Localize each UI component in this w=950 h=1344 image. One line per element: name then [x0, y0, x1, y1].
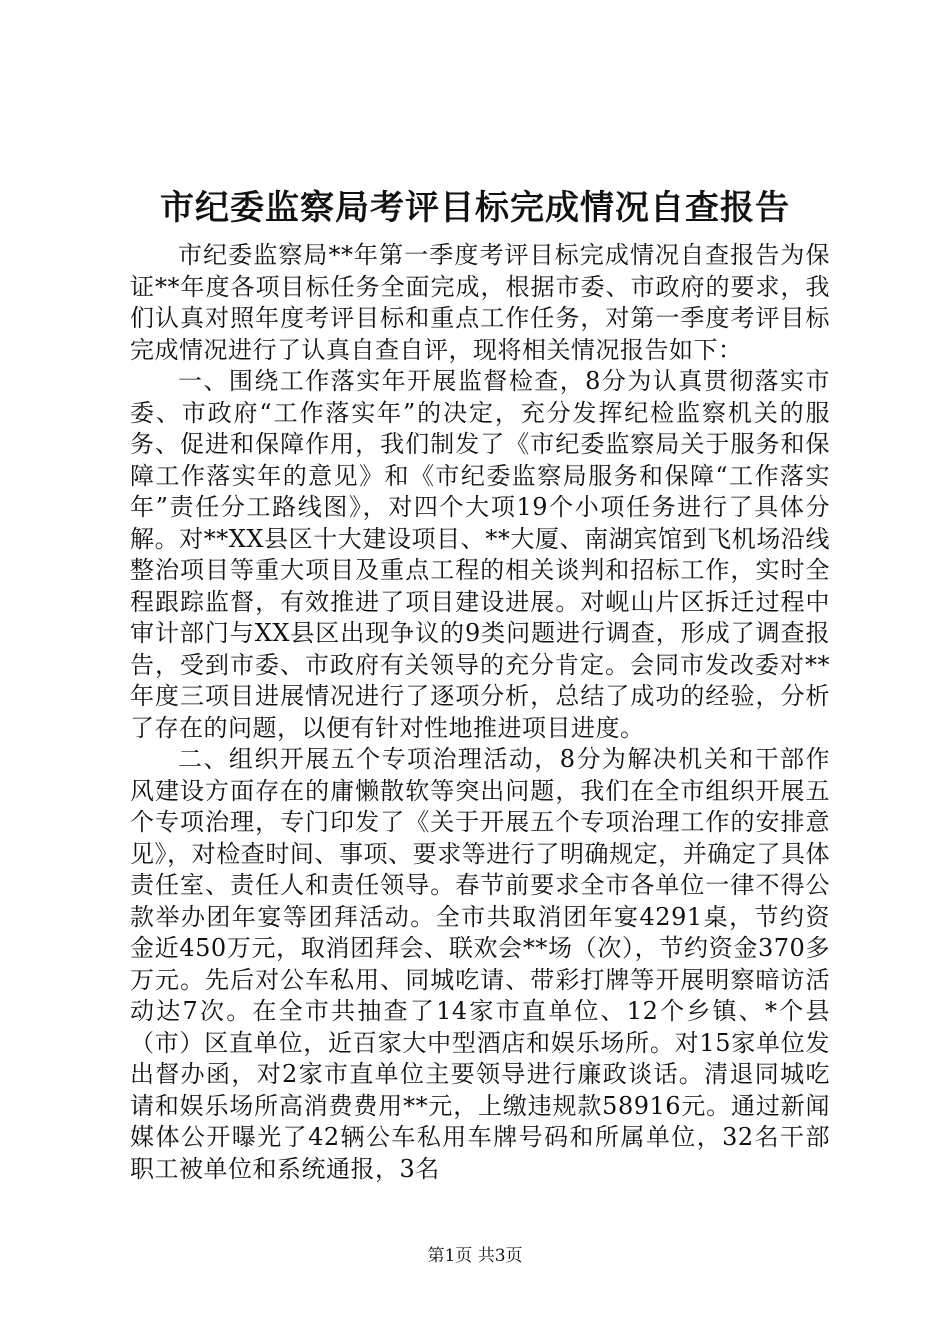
- document-title: 市纪委监察局考评目标完成情况自查报告: [160, 188, 790, 228]
- page-number-footer: 第1页 共3页: [427, 1246, 523, 1266]
- section-one-paragraph: 一、围绕工作落实年开展监督检查，8分为认真贯彻落实市委、市政府“工作落实年”的决定，充分发挥纪检监察机关的服务、促进和保障作用，我们制发了《市纪委监察局关于服务和保障工作落实年的意见》和《市纪委监察局服务和保障“工作落实年”责任分工路线图》，对四个大项19个小项任务进行了具体分解。对**XX县区十大建设项目、**大厦、南湖宾馆到飞机场沿线整治项目等重大项目及重点工程的相关谈判和招标工作，实时全程跟踪监督，有效推进了项目建设进展。对岘山片区拆迁过程中审计部门与XX县区出现争议的9类问题进行调查，形成了调查报告，受到市委、市政府有关领导的充分肯定。会同市发改委对**年度三项目进展情况进行了逐项分析，总结了成功的经验，分析了存在的问题，以便有针对性地推进项目进度。: [130, 367, 830, 742]
- intro-paragraph: 市纪委监察局**年第一季度考评目标完成情况自查报告为保证**年度各项目标任务全面完成，根据市委、市政府的要求，我们认真对照年度考评目标和重点工作任务，对第一季度考评目标完成情况进行了认真自查自评，现将相关情况报告如下：: [130, 241, 830, 364]
- section-two-paragraph: 二、组织开展五个专项治理活动，8分为解决机关和干部作风建设方面存在的庸懒散软等突出问题，我们在全市组织开展五个专项治理，专门印发了《关于开展五个专项治理工作的安排意见》，对检查时间、事项、要求等进行了明确规定，并确定了具体责任室、责任人和责任领导。春节前要求全市各单位一律不得公款举办团年宴等团拜活动。全市共取消团年宴4291桌，节约资金近450万元，取消团拜会、联欢会**场（次），节约资金370多万元。先后对公车私用、同城吃请、带彩打牌等开展明察暗访活动达7次。在全市共抽查了14家市直单位、12个乡镇、*个县（市）区直单位，近百家大中型酒店和娱乐场所。对15家单位发出督办函，对2家市直单位主要领导进行廉政谈话。清退同城吃请和娱乐场所高消费费用**元，上缴违规款58916元。通过新闻媒体公开曝光了42辆公车私用车牌号码和所属单位，32名干部职工被单位和系统通报，3名: [130, 745, 830, 1183]
- document-body: [130, 240, 830, 1185]
